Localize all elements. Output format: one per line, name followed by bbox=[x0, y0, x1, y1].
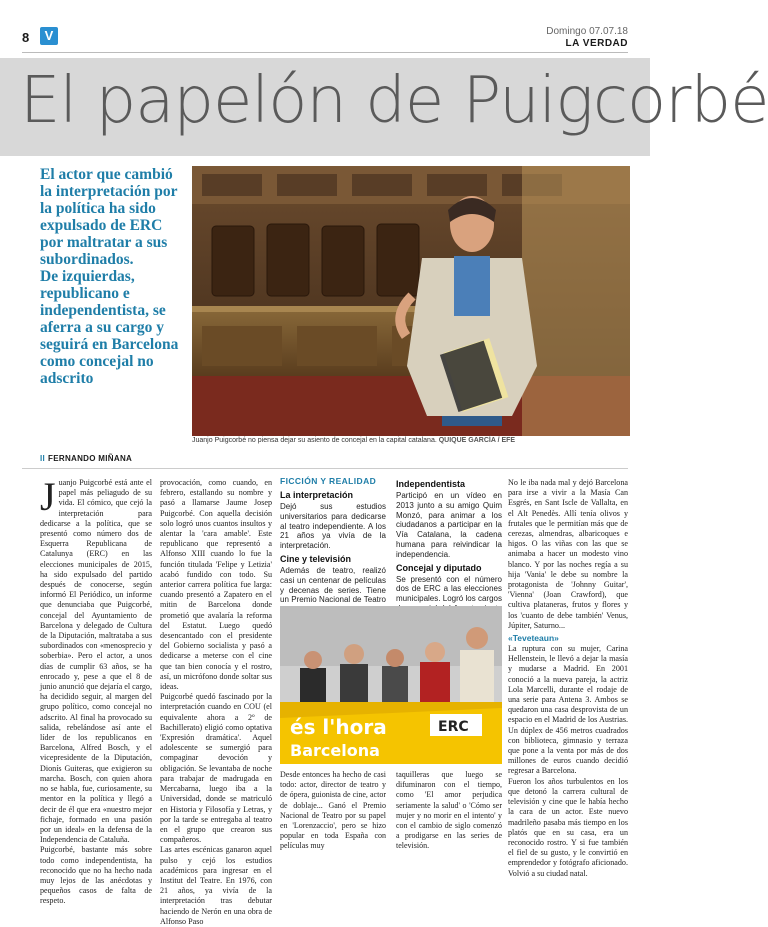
body-column-2 bbox=[160, 478, 272, 927]
sidebar-box bbox=[280, 476, 502, 851]
banner-slogan-1: és l'hora bbox=[290, 715, 387, 739]
sidebar-text: Dejó sus estudios universitarios para dedicarse al teatro independiente. A los 21 años ya vivía de la interpretación. bbox=[280, 502, 386, 551]
body-paragraph: Las artes escénicas ganaron aquel pulso y cejó los estudios académicos para ingresar en el Institut del Teatre. En 1976, con 21 años, ya vivía de la interpretación tras debutar haciendo de Nerón en una obra de Alfonso Paso bbox=[160, 845, 272, 926]
section-logo: V bbox=[40, 27, 58, 45]
sidebar-text: Además de teatro, realizó casi un centenar de películas y decenas de series. Tiene un Premio Nacional de Teatro bbox=[280, 565, 386, 605]
body-divider bbox=[22, 468, 628, 469]
body-column-1 bbox=[40, 474, 152, 907]
byline bbox=[40, 454, 132, 463]
issue-date: Domingo 07.07.18 bbox=[546, 26, 628, 37]
sidebar-left-column bbox=[280, 476, 386, 625]
sidebar-text: Participó en un vídeo en 2013 junto a su amigo Quim Monzó, para animar a los ciudadanos a participar en la Vía Catalana, la cadena humana para reivindicar la independencia. bbox=[396, 491, 502, 559]
photo-caption bbox=[192, 437, 630, 449]
sidebar-heading: FICCIÓN Y REALIDAD bbox=[280, 476, 377, 486]
body-paragraph: Puigcorbé, bastante más sobre todo como independentista, ha reconocido que no ha hecho nada muy lejos de las anécdotas y pequeños casos de falta de respeto. bbox=[40, 845, 152, 906]
headline: El papelón de Puigcorbé bbox=[20, 64, 768, 138]
sidebar-title: Cine y televisión bbox=[280, 553, 352, 564]
article-dek bbox=[40, 166, 188, 387]
body-paragraph: uanjo Puigcorbé está ante el papel más peliagudo de su vida. El cómico, que cejó la interpretación para dedicarse a la política, que se presentó como número dos de Esquerra Republicana de Catalunya (ERC) en las elecciones municipales de 2015, ha sido expulsado del partido después de conocerse, según informó El Periódico, un informe que denunciaba que Puigcorbé, concejal del Ayuntamiento de Barcelona y delegado de Cultura de la Diputación, maltrataba a sus subordinados con «menosprecio y soberbia». Pero el actor, a unos días de cumplir 63 años, se ha enrocado y, pese a que el 8 de junio anunció que dejaría el cargo, ha decidido seguir, al margen del grupo político, como concejal no adscrito. Al final ha provocado su salida, rebelándose así ante el líder de los republicanos en Barcelona, Alfred Bosch, y el vicepresidente de la Diputación, Dionís Guiteras, que exigieron su marcha. Bosch, con quien ahora no se habla, fue, curiosamente, su mentor en la política y llegó a decir de él que era «nuestro mejor fichaje, formado en una pasión por un ideal» en la defensa de la Independencia de Cataluña. bbox=[40, 478, 152, 845]
author-name: FERNANDO MIÑANA bbox=[48, 454, 133, 463]
council-chamber-illustration bbox=[192, 166, 630, 436]
sidebar-title: La interpretación bbox=[280, 490, 354, 500]
sidebar-title: Concejal y diputado bbox=[396, 562, 482, 573]
byline-marker: II bbox=[40, 454, 46, 463]
body-paragraph: No le iba nada mal y dejó Barcelona para irse a vivir a la Masía Can Esgrés, en Sant Iscle de Vallalta, en el Alt Penedès. Allí tenía olivos y frutales que le permitían más que de cerezas, almendras, albaricoques e higos. O las viñas con las que se animaba a hacer un modesto vino blanco. Y por las noches regía a su hija 'Vania' le debe su nombre la protagonista de 'Johnny Guitar', 'Vienna' (Joan Crawford), que cultiva plataneras, frutos y flores y los 'cuanto de debe también' Venus, Júpiter, Saturno... bbox=[508, 478, 628, 630]
body-paragraph: La ruptura con su mujer, Carina Hellenstein, le llevó a dejar la masía y mudarse a Madrid. En 2001 conoció a la nueva pareja, la actriz Lola Marcelli, durante el rodaje de una serie para Antena 3. Ambos se quedaron una casa desprovista de un espacio en el Madrid de los Austrias. Un dúplex de 456 metros cuadrados con biblioteca, gimnasio y terraza que pone a la venta por más de dos millones de euros cuando decidió regresar a Barcelona. bbox=[508, 644, 628, 776]
page-header bbox=[0, 0, 650, 52]
erc-logo: ERC bbox=[438, 719, 469, 735]
newspaper-name: LA VERDAD bbox=[565, 38, 628, 49]
header-divider bbox=[22, 52, 628, 53]
caption-text: Juanjo Puigcorbé no piensa dejar su asiento de concejal en la capital catalana. bbox=[192, 437, 437, 444]
sidebar-title: Independentista bbox=[396, 479, 466, 489]
body-paragraph: provocación, como cuando, en febrero, estallando su nombre y pasó a llamarse Jaume Josep Puigcorbé. Con aquella decisión solo logró unos cuantos insultos y alentar la 'cara amable'. Este republicano que representó a Alfonso XIII cuando lo fue la función titulada 'Felipe y Letizia' acabó fundido con todo. Su anterior carrera política fue larga: cuando presentó a Zapatero en el mitin de Barcelona donde prometió que avalaría la reforma del Estatut. Luego quedó desencantado con el presidente del Gobierno socialista y pasó a dedicarse a meterse con el cine que tan bien conocía y el rostro, así, un micrófono donde soltar sus ideas. bbox=[160, 478, 272, 692]
main-photo bbox=[192, 166, 630, 436]
page-number: 8 bbox=[22, 30, 30, 45]
body-column-6 bbox=[508, 478, 628, 879]
sidebar-text: Se presentó con el número dos de ERC a las elecciones municipales. Logró los cargos bbox=[396, 574, 502, 604]
caption-credit: QUIQUE GARCÍA / EFE bbox=[438, 437, 516, 444]
campaign-photo bbox=[280, 606, 502, 764]
body-paragraph: Desde entonces ha hecho de casi todo: actor, director de teatro y de ópera, guionista de cine, actor de doblaje... Ganó el Premio Nacional de Teatro por su papel en 'Lorenzaccio', pero se hizo popular en toda España con películas muy bbox=[280, 770, 386, 851]
section-subhead: «Teveteaun» bbox=[508, 633, 559, 644]
dek-part-1: El actor que cambió la interpretación por la política ha sido expulsado de ERC por maltratar a sus subordinados. bbox=[40, 166, 178, 268]
banner-slogan-2: Barcelona bbox=[290, 741, 380, 760]
body-paragraph: Puigcorbé quedó fascinado por la interpretación cuando en COU (el equivalente ahora a 2º de Bachillerato) eligió como optativa 'Expresión dramática'. Aquel adolescente se sumergió para compaginar devoción y obligación. Se levantaba de noche para trabajar de madrugada en Mercabarna, luego iba a la Universidad, donde se matriculó en Historia y Filosofía y Letras, y por la tarde se entregaba al teatro en el grupo que crearon sus compañeros. bbox=[160, 692, 272, 845]
dek-part-2: De izquierdas, republicano e independentista, se aferra a su cargo y seguirá en Barcelona como concejal no adscrito bbox=[40, 268, 179, 387]
dropcap: J bbox=[40, 474, 56, 519]
campaign-event-illustration bbox=[280, 606, 502, 764]
body-paragraph: Fueron los años turbulentos en los que detonó la carrera cultural de televisión y cine que le había hecho la cara de un actor. Este nuevo madrileño pasaba más tiempo en los platós que en su casa, era un reconocido rostro. Y si fue también el fiel de su gusto, y le convirtió en emprendedor y fotógrafo aficionado. Volvió a su ciudad natal. bbox=[508, 776, 628, 878]
body-paragraph: taquilleras que luego se difuminaron con el tiempo, como 'El amor perjudica seriamente la salud' o 'Cómo ser mujer y no morir en el intento' y con el cambio de siglo comenzó a prodigarse en las series de televisión. bbox=[396, 770, 502, 851]
